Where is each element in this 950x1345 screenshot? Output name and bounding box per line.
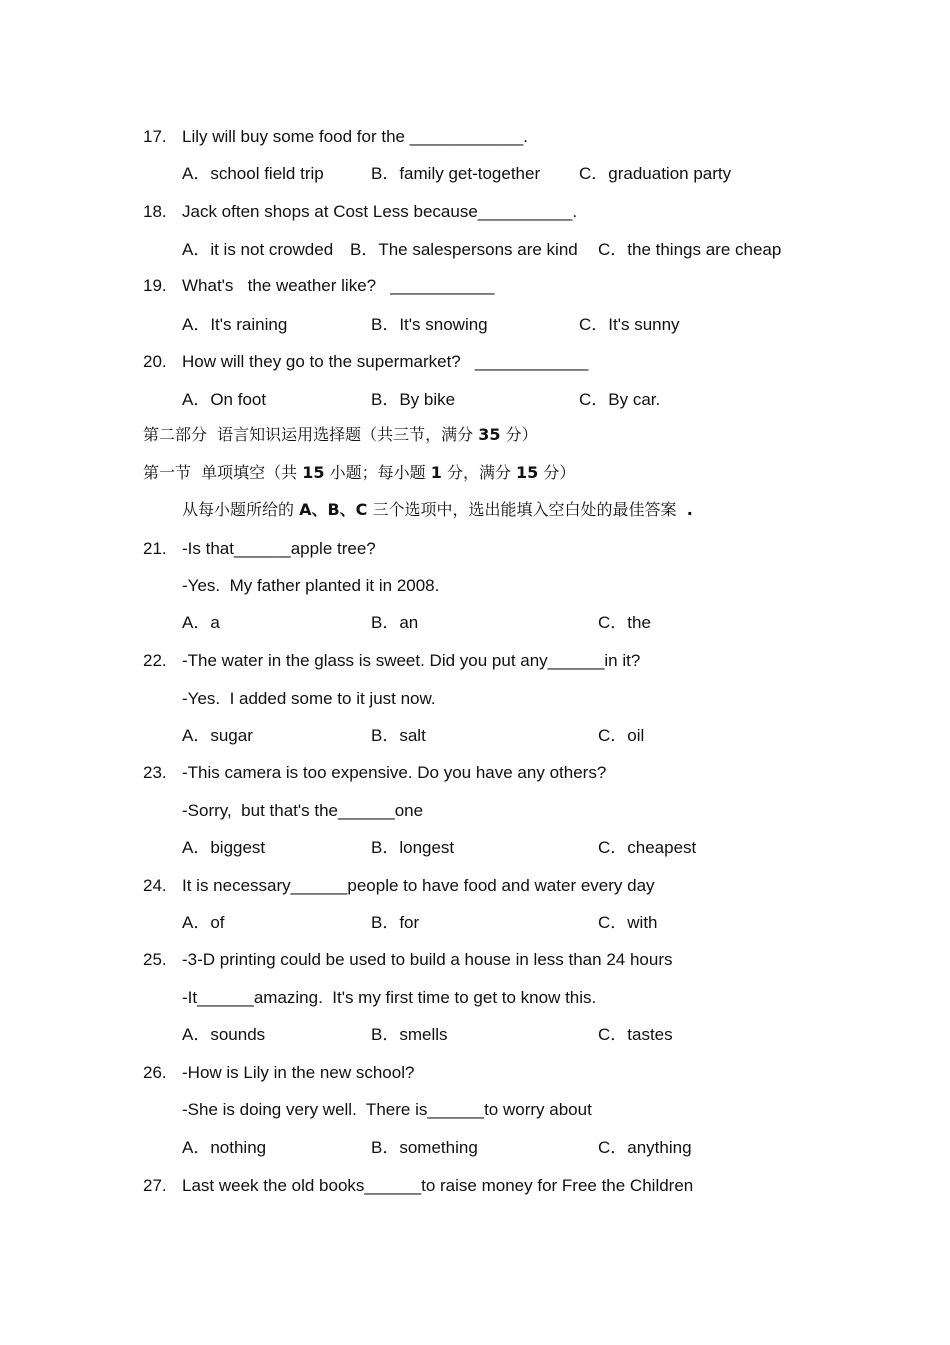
question-number: 22. — [143, 651, 167, 670]
question-number: 23. — [143, 763, 167, 782]
question-line: -How is Lily in the new school? — [182, 1063, 415, 1082]
question-number: 18. — [143, 202, 167, 221]
option-a[interactable]: A．a — [182, 613, 220, 632]
question-text: What's the weather like? ___________ — [182, 276, 495, 295]
question-number: 25. — [143, 950, 167, 969]
option-a[interactable]: A．On foot — [182, 390, 267, 409]
option-c[interactable]: C．the — [598, 613, 651, 632]
question-number: 19. — [143, 276, 167, 295]
question-line: -Yes. My father planted it in 2008. — [182, 576, 440, 595]
option-b[interactable]: B．an — [371, 613, 419, 632]
part-heading-text: 第二部分 语言知识运用选择题（共三节，满分 — [143, 425, 479, 444]
option-c[interactable]: C．cheapest — [598, 838, 697, 857]
question-number: 17. — [143, 127, 167, 146]
instructions — [182, 500, 693, 520]
option-c[interactable]: C．graduation party — [579, 164, 732, 183]
option-c[interactable]: C．It's sunny — [579, 315, 680, 334]
option-c[interactable]: C．tastes — [598, 1025, 673, 1044]
instructions-text: 从每小题所给的 — [182, 500, 300, 519]
instructions-period: . — [686, 500, 693, 519]
section-heading-text: 第一节 单项填空（共 — [143, 463, 303, 482]
option-c[interactable]: C．anything — [598, 1138, 692, 1157]
question-line: -3-D printing could be used to build a house in less than 24 hours — [182, 950, 673, 969]
option-a[interactable]: A．school field trip — [182, 164, 324, 183]
option-a[interactable]: A．nothing — [182, 1138, 267, 1157]
question-number: 24. — [143, 876, 167, 895]
section-count: 15 — [302, 463, 325, 482]
part-score: 35 — [478, 425, 501, 444]
option-a[interactable]: A．biggest — [182, 838, 266, 857]
question-text: Lily will buy some food for the ____________. — [182, 127, 528, 146]
option-b[interactable]: B．The salespersons are kind — [350, 240, 578, 259]
option-a[interactable]: A．sugar — [182, 726, 253, 745]
option-b[interactable]: B．longest — [371, 838, 455, 857]
option-b[interactable]: B．for — [371, 913, 420, 932]
option-b[interactable]: B．smells — [371, 1025, 448, 1044]
option-b[interactable]: B．It's snowing — [371, 315, 488, 334]
question-line: -Is that______apple tree? — [182, 539, 376, 558]
question-number: 26. — [143, 1063, 167, 1082]
section-per-score: 1 — [430, 463, 442, 482]
option-c[interactable]: C．the things are cheap — [598, 240, 782, 259]
option-b[interactable]: B．By bike — [371, 390, 456, 409]
question-line: -Sorry, but that's the______one — [182, 801, 424, 820]
option-c[interactable]: C．with — [598, 913, 658, 932]
part-heading-suffix: 分） — [500, 425, 538, 444]
option-a[interactable]: A．it is not crowded — [182, 240, 334, 259]
section-heading — [143, 463, 575, 483]
question-line: Last week the old books______to raise money for Free the Children — [182, 1176, 694, 1195]
option-b[interactable]: B．something — [371, 1138, 478, 1157]
question-number: 21. — [143, 539, 167, 558]
section-total: 15 — [516, 463, 539, 482]
option-b[interactable]: B．salt — [371, 726, 426, 745]
option-b[interactable]: B．family get-together — [371, 164, 541, 183]
part-heading — [143, 425, 538, 445]
option-a[interactable]: A．It's raining — [182, 315, 288, 334]
section-heading-text: 分） — [538, 463, 576, 482]
section-heading-text: 分，满分 — [441, 463, 517, 482]
option-c[interactable]: C．oil — [598, 726, 645, 745]
instructions-text: 三个选项中，选出能填入空白处的最佳答案 — [367, 500, 687, 519]
question-line: It is necessary______people to have food and water every day — [182, 876, 655, 895]
question-line: -The water in the glass is sweet. Did you put any______in it? — [182, 651, 641, 670]
question-number: 27. — [143, 1176, 167, 1195]
question-text: How will they go to the supermarket? ____________ — [182, 352, 589, 371]
question-number: 20. — [143, 352, 167, 371]
section-heading-text: 小题；每小题 — [324, 463, 431, 482]
question-text: Jack often shops at Cost Less because__________. — [182, 202, 578, 221]
option-c[interactable]: C．By car. — [579, 390, 661, 409]
instructions-options: A、B、C — [299, 500, 368, 519]
question-line: -She is doing very well. There is______to worry about — [182, 1100, 592, 1119]
question-line: -It______amazing. It's my first time to get to know this. — [182, 988, 597, 1007]
option-a[interactable]: A．of — [182, 913, 225, 932]
option-a[interactable]: A．sounds — [182, 1025, 266, 1044]
question-line: -Yes. I added some to it just now. — [182, 689, 436, 708]
question-line: -This camera is too expensive. Do you have any others? — [182, 763, 607, 782]
